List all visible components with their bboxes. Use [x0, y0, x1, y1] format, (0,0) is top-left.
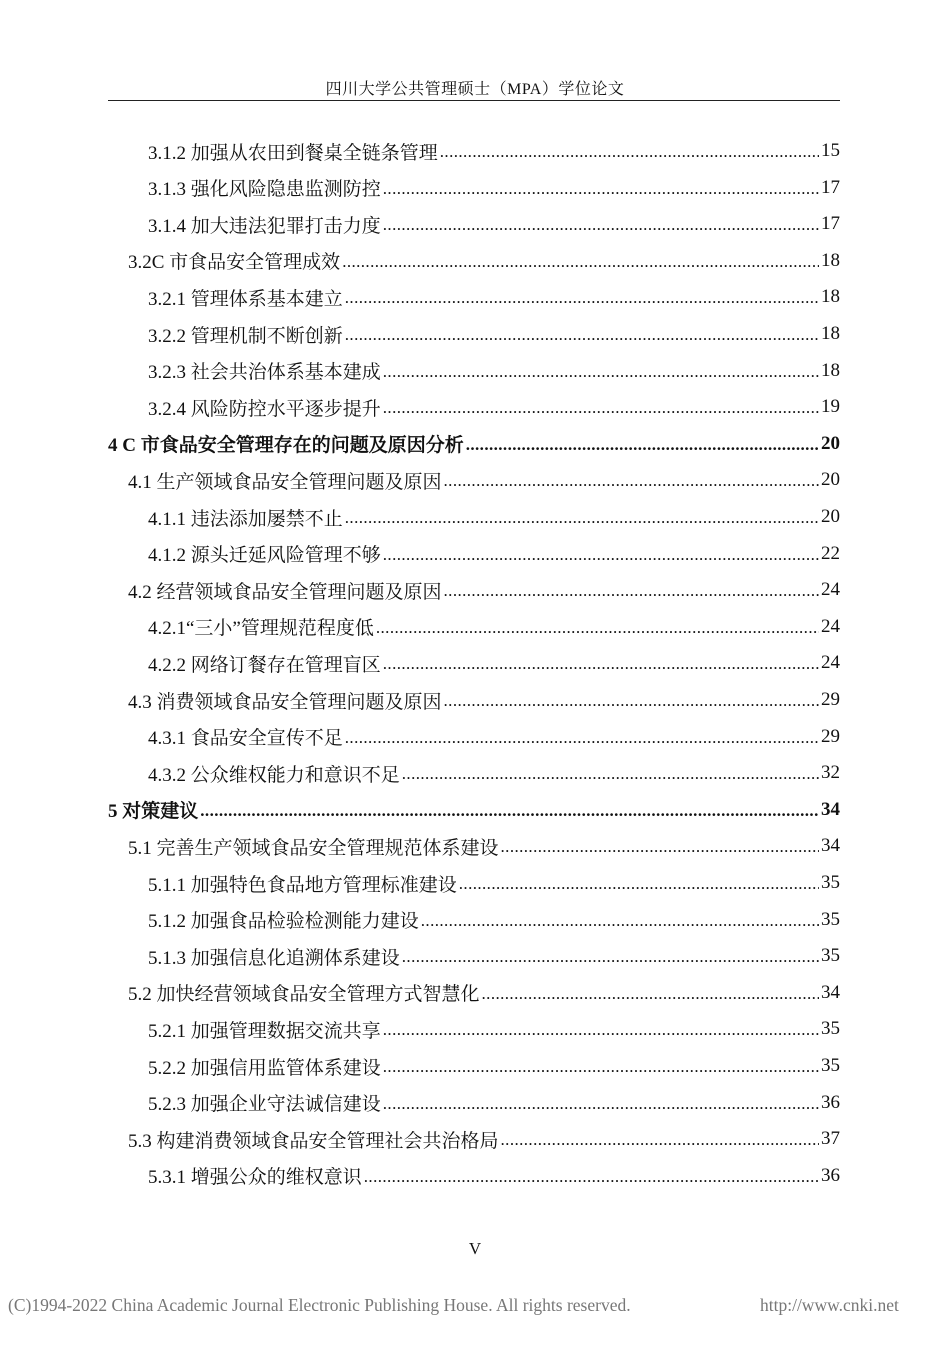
toc-entry-label: 5.2.2 加强信用监管体系建设: [148, 1057, 381, 1079]
toc-entry-label: 5.1.3 加强信息化追溯体系建设: [148, 947, 400, 969]
toc-entry-label: 5.3 构建消费领域食品安全管理社会共治格局: [128, 1130, 499, 1152]
dot-leader: [444, 689, 819, 711]
running-header: 四川大学公共管理硕士（MPA）学位论文: [325, 81, 625, 98]
toc-entry-page: 35: [821, 1055, 840, 1076]
toc-entry-page: 15: [821, 140, 840, 161]
dot-leader: [345, 323, 819, 345]
toc-entry-page: 19: [821, 396, 840, 418]
toc-entry[interactable]: [128, 975, 840, 1011]
toc-entry-page: 17: [821, 213, 840, 235]
toc-entry[interactable]: [148, 499, 840, 535]
dot-leader: [345, 286, 819, 308]
toc-entry-page: 36: [821, 1164, 840, 1186]
dot-leader: [482, 982, 819, 1004]
toc-entry-label: 3.2.2 管理机制不断创新: [148, 325, 343, 347]
toc-entry-page: 35: [821, 945, 840, 967]
page-number: V: [468, 1239, 482, 1258]
dot-leader: [383, 652, 819, 674]
toc-entry-page: 24: [821, 652, 840, 674]
copyright-notice: (C)1994-2022 China Academic Journal Electronic Publishing House. All rights reserved.: [8, 1295, 631, 1315]
toc-entry[interactable]: [148, 353, 840, 389]
toc-entry-page: 18: [821, 286, 840, 308]
toc-entry-page: 34: [821, 798, 840, 820]
toc-entry-page: 22: [821, 542, 840, 564]
toc-entry-label: 5.1.2 加强食品检验检测能力建设: [148, 911, 419, 933]
dot-leader: [376, 616, 819, 638]
toc-entry-label: 4.1.2 源头迁延风险管理不够: [148, 545, 381, 567]
footer-url[interactable]: http://www.cnki.net: [760, 1295, 899, 1315]
toc-entry-label: 4.3.1 食品安全宣传不足: [148, 728, 343, 750]
toc-entry-label: 5.1 完善生产领域食品安全管理规范体系建设: [128, 837, 499, 859]
toc-entry-page: 34: [821, 835, 840, 857]
dot-leader: [383, 177, 819, 199]
toc-entry[interactable]: [128, 682, 840, 718]
toc-entry-page: 18: [821, 323, 840, 344]
toc-entry[interactable]: [128, 243, 840, 279]
toc-entry-page: 20: [821, 506, 840, 527]
toc-entry-label: 3.1.4 加大违法犯罪打击力度: [148, 215, 381, 237]
dot-leader: [459, 872, 819, 894]
toc-entry[interactable]: [148, 902, 840, 938]
toc-entry-label: 5.1.1 加强特色食品地方管理标准建设: [148, 874, 457, 896]
toc-entry[interactable]: [148, 755, 840, 791]
toc-entry-label: 3.2.4 风险防控水平逐步提升: [148, 398, 381, 420]
toc-entry-label: 4.3.2 公众维权能力和意识不足: [148, 764, 400, 786]
dot-leader: [383, 1055, 819, 1077]
toc-entry[interactable]: [148, 316, 840, 352]
toc-entry-label: 5.2 加快经营领域食品安全管理方式智慧化: [128, 984, 480, 1006]
toc-entry-page: 32: [821, 762, 840, 784]
toc-entry[interactable]: [108, 792, 840, 828]
toc-entry-page: 35: [821, 908, 840, 930]
dot-leader: [383, 360, 819, 382]
toc-entry-label: 4.2.2 网络订餐存在管理盲区: [148, 654, 381, 676]
toc-entry[interactable]: [148, 133, 840, 169]
dot-leader: [421, 909, 819, 931]
dot-leader: [383, 213, 819, 235]
toc-entry-page: 36: [821, 1091, 840, 1113]
toc-entry[interactable]: [148, 206, 840, 242]
toc-entry-page: 20: [821, 469, 840, 491]
toc-entry-page: 24: [821, 615, 840, 637]
toc-entry[interactable]: [148, 279, 840, 315]
toc-entry[interactable]: [148, 938, 840, 974]
toc-entry[interactable]: [148, 719, 840, 755]
toc-entry[interactable]: [128, 1121, 840, 1157]
dot-leader: [345, 506, 819, 528]
toc-entry[interactable]: [148, 645, 840, 681]
dot-leader: [342, 250, 819, 272]
dot-leader: [200, 799, 819, 821]
toc-entry-page: 37: [821, 1128, 840, 1150]
toc-entry-label: 3.1.3 强化风险隐患监测防控: [148, 179, 381, 201]
toc-entry[interactable]: [128, 828, 840, 864]
toc-entry[interactable]: [148, 170, 840, 206]
toc-entry[interactable]: [148, 1158, 840, 1194]
toc-entry[interactable]: [148, 1011, 840, 1047]
toc-entry-label: 4.2 经营领域食品安全管理问题及原因: [128, 581, 442, 603]
toc-entry-label: 3.2.1 管理体系基本建立: [148, 288, 343, 310]
toc-entry-label: 5 对策建议: [108, 801, 199, 823]
toc-entry-label: 5.3.1 增强公众的维权意识: [148, 1167, 362, 1189]
toc-entry-label: 4.1 生产领域食品安全管理问题及原因: [128, 471, 442, 493]
toc-entry-page: 29: [821, 689, 840, 710]
toc-entry[interactable]: [128, 462, 840, 498]
header-rule: [108, 100, 840, 101]
toc-entry[interactable]: [108, 426, 840, 462]
toc-entry-label: 4.1.1 违法添加屡禁不止: [148, 508, 343, 530]
dot-leader: [444, 579, 819, 601]
dot-leader: [466, 433, 819, 455]
toc-entry[interactable]: [148, 865, 840, 901]
toc-entry-page: 18: [821, 249, 840, 271]
toc-entry-page: 34: [821, 981, 840, 1003]
toc-entry[interactable]: [148, 609, 840, 645]
toc-entry-label: 5.2.3 加强企业守法诚信建设: [148, 1094, 381, 1116]
dot-leader: [345, 726, 819, 748]
toc-entry-page: 20: [821, 432, 840, 454]
dot-leader: [364, 1165, 819, 1187]
dot-leader: [501, 835, 819, 857]
toc-entry[interactable]: [148, 389, 840, 425]
toc-entry-label: 3.2.3 社会共治体系基本建成: [148, 362, 381, 384]
toc-entry-page: 35: [821, 1018, 840, 1040]
toc-entry[interactable]: [148, 1048, 840, 1084]
dot-leader: [402, 762, 819, 784]
dot-leader: [440, 140, 819, 162]
dot-leader: [501, 1128, 819, 1150]
toc-entry[interactable]: [128, 572, 840, 608]
dot-leader: [383, 1018, 819, 1040]
toc-entry[interactable]: [148, 536, 840, 572]
dot-leader: [383, 543, 819, 565]
toc-entry-label: 5.2.1 加强管理数据交流共享: [148, 1020, 381, 1042]
toc-entry-label: 3.1.2 加强从农田到餐桌全链条管理: [148, 142, 438, 164]
dot-leader: [383, 1092, 819, 1114]
dot-leader: [383, 396, 819, 418]
toc-entry[interactable]: [148, 1085, 840, 1121]
toc-entry-page: 29: [821, 725, 840, 747]
toc-entry-label: 4 C 市食品安全管理存在的问题及原因分析: [108, 435, 464, 457]
dot-leader: [444, 469, 819, 491]
toc-entry-page: 35: [821, 872, 840, 893]
toc-entry-label: 4.2.1“三小”管理规范程度低: [148, 618, 374, 640]
dot-leader: [402, 945, 819, 967]
footer: [8, 1295, 948, 1316]
toc-entry-page: 24: [821, 579, 840, 601]
toc-entry-label: 4.3 消费领域食品安全管理问题及原因: [128, 691, 442, 713]
toc-entry-page: 17: [821, 176, 840, 198]
toc-entry-page: 18: [821, 359, 840, 381]
toc-entry-label: 3.2C 市食品安全管理成效: [128, 252, 341, 274]
